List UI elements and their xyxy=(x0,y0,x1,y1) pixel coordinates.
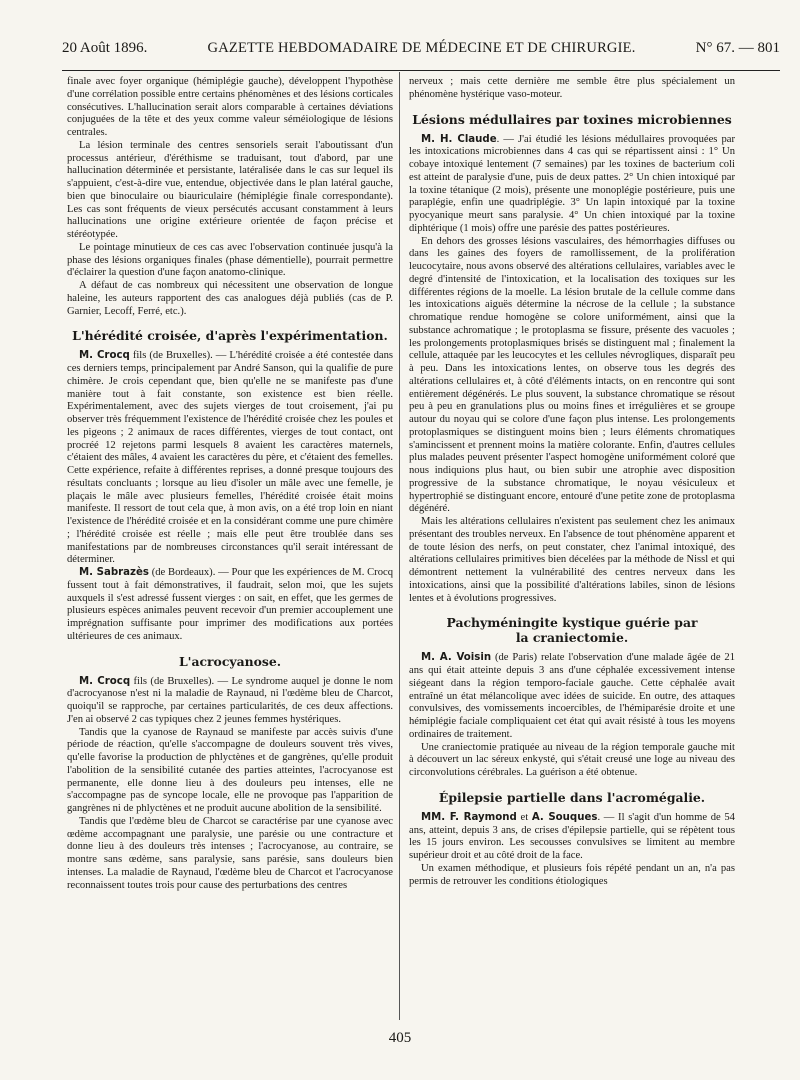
section-heading: Épilepsie partielle dans l'acromégalie. xyxy=(438,789,706,805)
heading-line: Pachyméningite kystique guérie par xyxy=(446,615,698,631)
paragraph xyxy=(67,676,393,727)
speaker-name: MM. F. Raymond xyxy=(421,811,517,823)
paragraph xyxy=(409,812,735,863)
paragraph: Tandis que l'œdème bleu de Charcot se caractérise par une cyanose avec œdème accompagnant une paralysie, une parésie ou une contracture et donne lieu à des douleurs très intenses ; l'acrocyanose, au contraire, se montre sans œdème, sans paralysie, sans parésie, sans douleurs bien intenses. La maladie de Raynaud, l'œdème bleu de Charcot et l'acrocyanose reconnaissent toutes trois pour cause des perturbations des centres xyxy=(67,815,393,891)
page-number: 405 xyxy=(388,1030,412,1046)
issue-date: 20 Août 1896. xyxy=(62,40,148,56)
paragraph xyxy=(67,350,393,567)
speaker-name: M. A. Voisin xyxy=(421,652,492,664)
issue-number: N° 67. — 801 xyxy=(695,40,780,56)
paragraph: Une craniectomie pratiquée au niveau de la région temporale gauche mit à découvert un lac séreux enkysté, qui s'était creusé une loge au niveau des circonvolutions cérébrales. La guérison a été obtenue. xyxy=(409,741,735,778)
paragraph-text: . — Il s'agit d'un homme de 54 ans, atteint, depuis 3 ans, de crises d'épilepsie partielle, qui se répètent tous les 15 jours environ. Les secousses convulsives se limitent au membre supérieur droit et au côté droit de la face. xyxy=(409,811,735,861)
header-rule xyxy=(62,70,780,71)
paragraph: Le pointage minutieux de ces cas avec l'observation continuée jusqu'à la phase des lésions organiques finales (phase démentielle), pourrait permettre d'éclairer la question d'une façon anatomo-clinique. xyxy=(67,241,393,279)
paragraph-text: fils (de Bruxelles). — Le syndrome auquel je donne le nom d'acrocyanose n'est ni la maladie de Raynaud, ni l'œdème bleu de Charcot, quoiqu'il se rapproche, par certaines particularités, de ces deux affections. J'en ai observé 2 cas typiques chez 2 jeunes femmes hystériques. xyxy=(67,675,393,725)
paragraph: nerveux ; mais cette dernière me semble être plus spécialement un phénomène hystérique vaso-moteur. xyxy=(409,76,735,100)
running-header xyxy=(62,40,780,64)
journal-title: GAZETTE HEBDOMADAIRE DE MÉDECINE ET DE CHIRURGIE. xyxy=(207,40,636,56)
section-heading: Lésions médullaires par toxines microbiennes xyxy=(412,111,732,127)
speaker-name: M. Sabrazès xyxy=(79,567,149,578)
paragraph xyxy=(409,134,735,236)
right-column xyxy=(409,76,735,888)
section-heading: L'hérédité croisée, d'après l'expérimentation. xyxy=(72,328,388,344)
heading-line: la craniectomie. xyxy=(515,630,629,646)
paragraph: Un examen méthodique, et plusieurs fois répété pendant un an, n'a pas permis de retrouver les conditions étiologiques xyxy=(409,862,735,887)
speaker-name: M. H. Claude xyxy=(421,133,497,145)
section-heading xyxy=(409,615,735,645)
paragraph-text: . — J'ai étudié les lésions médullaires provoquées par les intoxications microbiennes dans 4 cas qui se répartissent ainsi : 1° Un cobaye intoxiqué lentement (7 semaines) par les toxines de bacterium coli est atteint de paralysie d'une, puis de deux pattes. 2° Un chien intoxiqué par la toxine tétanique (2 mois), présente une monoplégie postérieure, puis une paraplégie, enfin une quadriplégie. 3° Un lapin intoxiqué par la toxine pyocyanique meurt sans paralysie. 4° Un chien intoxiqué par la toxine diphtérique (1 mois) offre une parésie des pattes postérieures. xyxy=(409,133,735,234)
paragraph-text: et xyxy=(516,811,532,823)
paragraph xyxy=(67,567,393,644)
paragraph: La lésion terminale des centres sensoriels serait l'aboutissant d'un processus antérieur, d'éréthisme se traduisant, tout d'abord, par une hallucination déterminée et persistante, latéralisée dans le cas sur lequel ils s'appuient, c'est-à-dire vue, entendue, objectivée dans le plan latéral gauche, bien que binoculaire ou biauriculaire (hémiplégie finale correspondante). Les cas sont fréquents de vieux persécutés accusant constamment à leurs hallucinations une origine extérieure orientée de façon précise et stéréotypée. xyxy=(67,139,393,240)
paragraph-text: (de Paris) relate l'observation d'une malade âgée de 21 ans qui était atteinte depuis 3 ans d'une céphalée excessivement intense siégeant dans la région temporo-faciale gauche. Cette céphalée avait entraîné un état mélancolique avec idées de suicide. En outre, des attaques convulsives, des vomissements incoercibles, de l'hémiparésie droite et une hémiplégie faciale compliquaient cet état qui avait résisté à tous les moyens ordinaires de traitement. xyxy=(409,652,735,740)
paragraph: En dehors des grosses lésions vasculaires, des hémorrhagies diffuses ou dans les gaines des foyers de ramollissement, de la prolifération leucocytaire, nous avons observé des altérations cellulaires, variables avec le degré d'intensité de l'intoxication, et la localisation des toxiques sur les différentes régions de la moelle. La lésion brutale de la cellule comme dans les intoxications aiguës détermine la nécrose de la cellule ; la substance chromatique rendue homogène se colore uniformément, ainsi que la substance achromatique ; le protoplasma se fissure, présente des vacuoles ; les prolongements protoplasmiques brisés se distinguent mal ; finalement la cellule, attaquée par les leucocytes et les cellules névrogliques, disparaît peu à peu. Dans les intoxications lentes, on observe tous les degrés des altérations cellulaires et, à côté d'éléments intacts, on en rencontre qui sont entièrement dégénérés. Le plus souvent, la substance chromatique se résout peu à peu en granulations plus ou moins fines et irrégulières et se groupe autour du noyau qui se colore d'une façon plus intense. Les prolongements protoplasmiques se distinguent moins bien ; leurs éléments chromatiques s'amincissent et prennent moins la matière colorante. Enfin, d'autres cellules plus malades peuvent présenter l'aspect homogène uniformément coloré que nous indiquions plus haut, ou bien subir une atrophie avec disposition progressive de la substance chromatique, le noyau vésiculeux et hypertrophié se distinguant encore, entouré d'une petite zone de protoplasma dégénéré. xyxy=(409,235,735,515)
paragraph xyxy=(409,652,735,741)
speaker-name: M. Crocq xyxy=(79,350,130,362)
paragraph: A défaut de cas nombreux qui nécessitent une observation de longue haleine, les auteurs rapportent des cas analogues déjà publiés (cas de P. Garnier, Lecoff, Ferré, etc.). xyxy=(67,280,393,317)
section-heading: L'acrocyanose. xyxy=(178,653,282,669)
column-divider xyxy=(399,72,400,1020)
paragraph-text: fils (de Bruxelles). — L'hérédité croisée a été contestée dans ces derniers temps, principalement par André Sanson, qui la qualifie de pure chimère. Je crois cependant que, bien qu'elle ne se manifeste pas d'une manière tout à fait constante, son existence est bien réelle. Expérimentalement, avec des sujets vierges de tout croisement, j'ai pu observer très fréquemment l'existence de l'hérédité croisée chez les poules et les pigeons ; 2 animaux de races différentes, vierges de tout contact, ont procréé 12 rejetons parmi lesquels 8 avaient les caractères maternels, c'étaient des mâles, 4 avaient les caractères du père, et c'étaient des femelles. Cette expérience, refaite à différentes reprises, a donné presque toujours des résultats concluants ; lorsque au lieu d'isoler un mâle avec une femelle, je plaçais le mâle avec plusieurs femelles, l'hérédité croisée était moins manifeste. Il ressort de tout cela que, à mon avis, on a été trop loin en niant l'existence de l'hérédité croisée et en la considérant comme une pure chimère ; l'hérédité croisée est réelle ; mais elle peut être troublée dans ses manifestations par de nombreuses circonstances qu'il serait intéressant de déterminer. xyxy=(67,350,393,566)
paragraph-text: (de Bordeaux). — Pour que les expériences de M. Crocq fussent tout à fait démonstratives, il faudrait, selon moi, que les sujets auxquels il s'est adressé fussent vierges : on sait, en effet, que les germes de plusieurs espèces animales peuvent recevoir d'un premier accouplement une imprégnation suffisante pour imprimer des modifications aux portées ultérieures de ces animaux. xyxy=(67,567,393,642)
speaker-name: A. Souques xyxy=(531,811,598,823)
paragraph: Tandis que la cyanose de Raynaud se manifeste par accès suivis d'une période de réaction, qu'elle s'accompagne de douleurs souvent très vives, qu'elle favorise la production de phlyctènes et de gangrènes, qu'elle produit l'abolition de la sensibilité cutanée des parties atteintes, l'acrocyanose est permanente, elle donne lieu à des douleurs peu intenses, elle ne s'accompagne pas de syncope locale, elle ne provoque pas l'apparition de gangrènes ni de phlyctènes et ne produit aucune abolition de la sensibilité. xyxy=(67,726,393,814)
speaker-name: M. Crocq xyxy=(79,675,131,687)
paragraph: finale avec foyer organique (hémiplégie gauche), développent l'hypothèse d'une corrélation possible entre certains phénomènes et des lésions corticales consécutives. L'hallucination serait alors comparable à certaines déviations conjuguées de la tête et des yeux comme valeur séméiologique de lésions centrales. xyxy=(67,76,393,138)
paragraph: Mais les altérations cellulaires n'existent pas seulement chez les animaux présentant des troubles nerveux. En l'absence de tout phénomène apparent et de toute lésion des nerfs, on peut constater, chez l'animal intoxiqué, des altérations cellulaires primitives bien décelées par la méthode de Nissl et qui démontrent nettement la vulnérabilité des centres nerveux dans les intoxications, ainsi que la possibilité d'altérations labiles, sinon de lésions lentes et à évolutions progressives. xyxy=(409,516,735,604)
left-column xyxy=(67,76,393,892)
